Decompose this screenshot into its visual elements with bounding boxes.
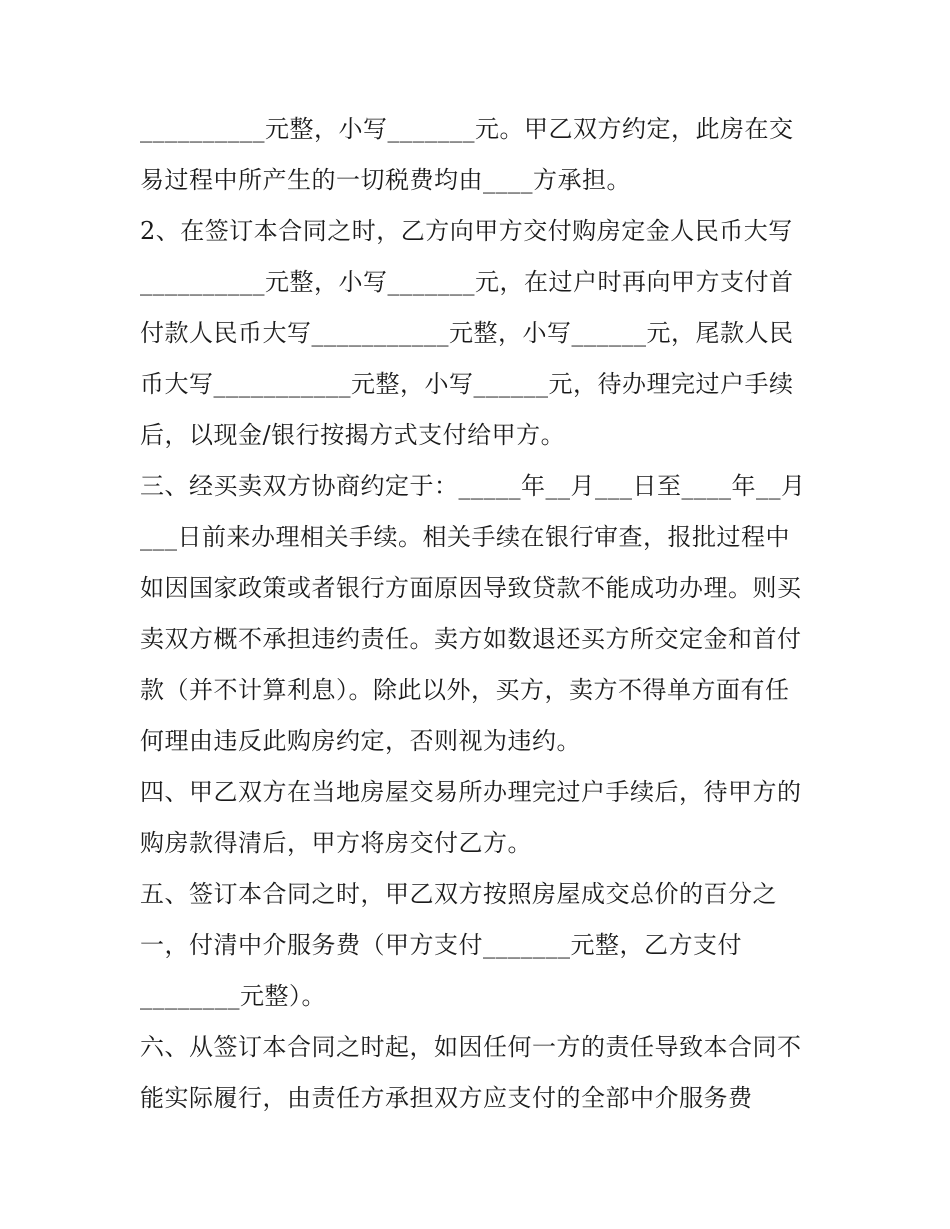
text-line-16: 五、签订本合同之时，甲乙双方按照房屋成交总价的百分之	[140, 880, 777, 908]
text-line-5: 付款人民币大写___________元整，小写______元，尾款人民	[140, 319, 794, 347]
text-line-14: 四、甲乙双方在当地房屋交易所办理完过户手续后，待甲方的	[140, 778, 802, 806]
text-line-6: 币大写___________元整，小写______元，待办理完过户手续	[140, 370, 794, 398]
text-line-9: ___日前来办理相关手续。相关手续在银行审查，报批过程中	[140, 523, 790, 551]
text-line-13: 何理由违反此购房约定，否则视为违约。	[140, 727, 581, 755]
text-line-11: 卖双方概不承担违约责任。卖方如数退还买方所交定金和首付	[140, 625, 802, 653]
text-line-7: 后，以现金/银行按揭方式支付给甲方。	[140, 421, 566, 449]
text-line-12: 款（并不计算利息）。除此以外，买方，卖方不得单方面有任	[140, 676, 790, 704]
text-line-1: __________元整，小写_______元。甲乙双方约定，此房在交	[140, 115, 794, 143]
text-line-18: ________元整）。	[140, 982, 326, 1010]
text-line-19: 六、从签订本合同之时起，如因任何一方的责任导致本合同不	[140, 1033, 802, 1061]
text-line-15: 购房款得清后，甲方将房交付乙方。	[140, 829, 532, 857]
text-line-8: 三、经买卖双方协商约定于：_____年__月___日至____年__月	[140, 472, 806, 500]
text-line-4: __________元整，小写_______元，在过户时再向甲方支付首	[140, 268, 794, 296]
text-line-10: 如因国家政策或者银行方面原因导致贷款不能成功办理。则买	[140, 574, 802, 602]
text-line-17: 一，付清中介服务费（甲方支付_______元整，乙方支付	[140, 931, 742, 959]
text-line-3: 2、在签订本合同之时，乙方向甲方交付购房定金人民币大写	[140, 217, 793, 245]
contract-text	[140, 104, 830, 1124]
text-line-20: 能实际履行，由责任方承担双方应支付的全部中介服务费	[140, 1084, 753, 1112]
text-line-2: 易过程中所产生的一切税费均由____方承担。	[140, 166, 631, 194]
